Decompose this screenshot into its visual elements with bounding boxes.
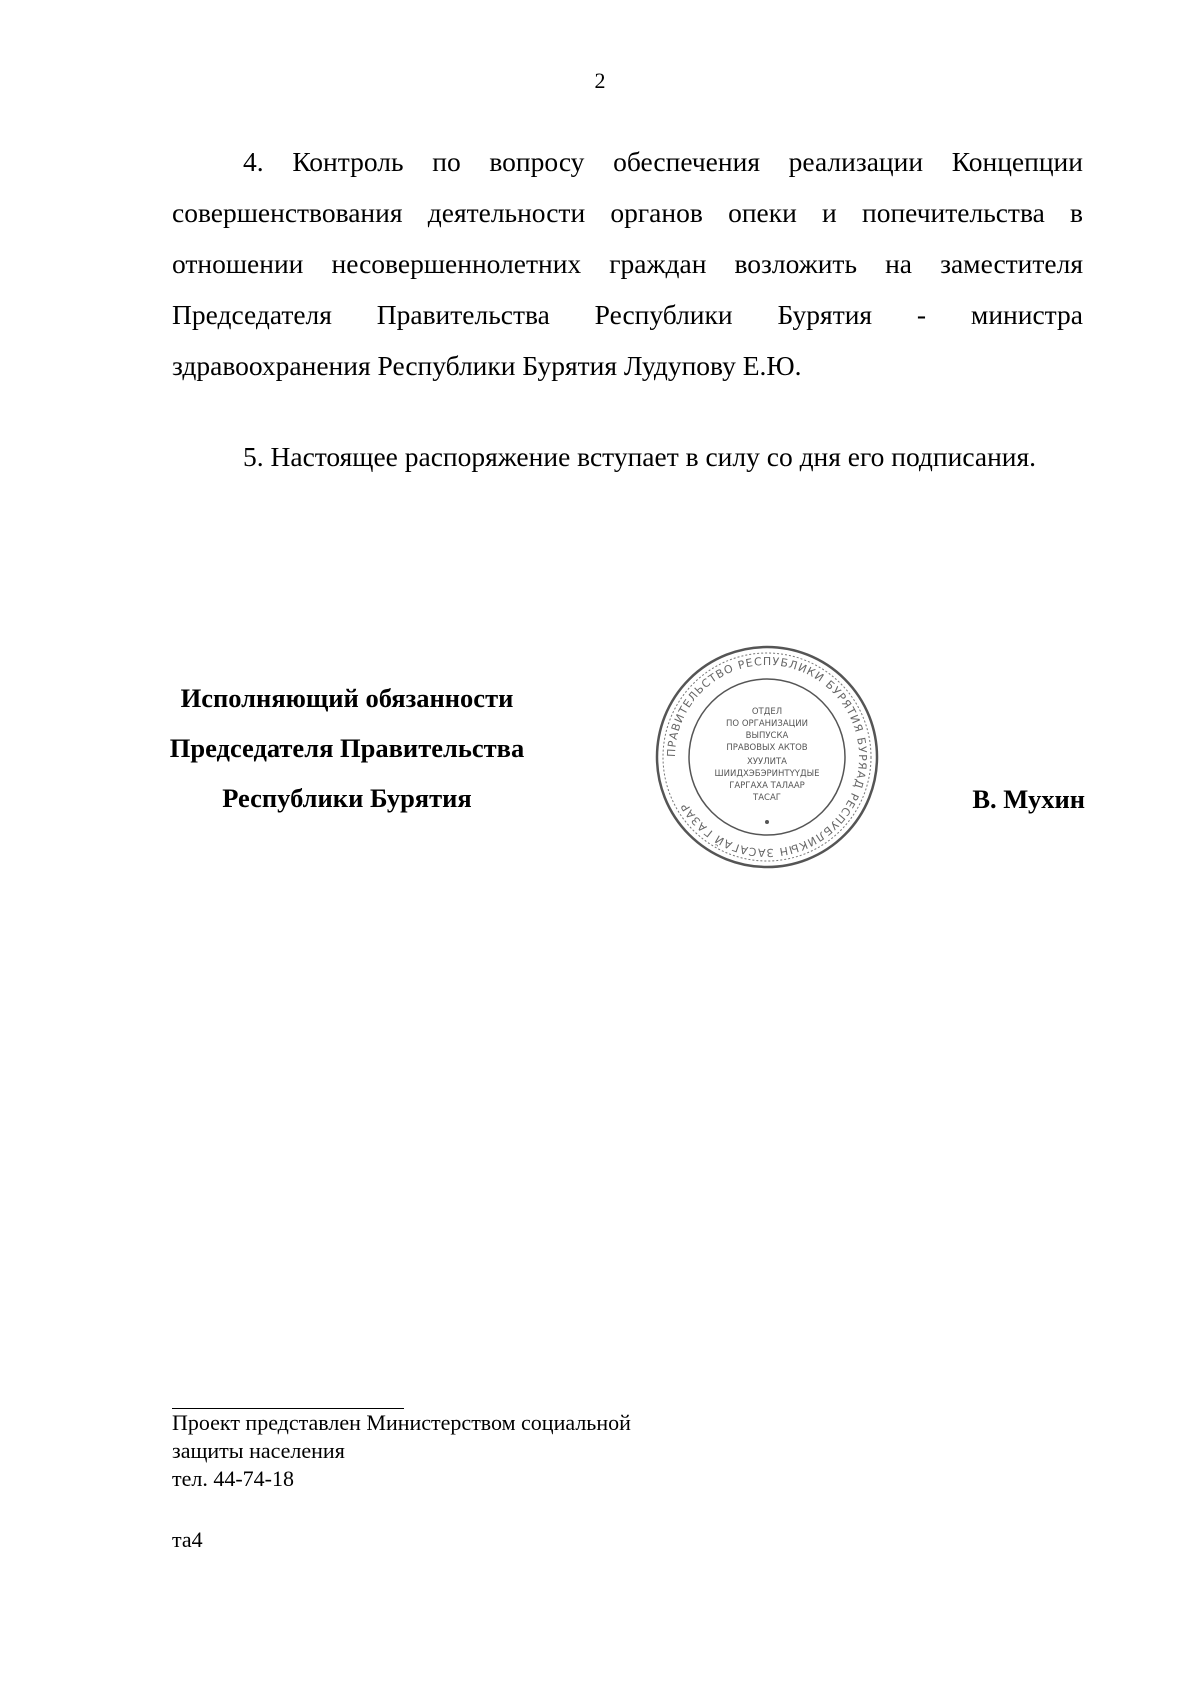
seal-line-1: ОТДЕЛ <box>751 707 783 717</box>
signer-name: В. Мухин <box>972 784 1085 814</box>
signer-title <box>152 673 542 823</box>
paragraph-4: 4. Контроль по вопросу обеспечения реализации Концепции совершенствования деятельности органов опеки и попечительства в отношении несовершеннолетних граждан возложить на заместителя Председателя Правительства Республики Бурятия - министра здравоохранения Республики Бурятия Лудупову Е.Ю. <box>172 146 1083 381</box>
footnote-line-1: Проект представлен Министерством социальной <box>172 1410 631 1435</box>
seal-outer-text: ПРАВИТЕЛЬСТВО РЕСПУБЛИКИ БУРЯТИЯ БУРЯАД РЕСПУБЛИКЫН ЗАСАГАЙ ГАЗАР <box>664 654 870 860</box>
document-code: та4 <box>172 1527 203 1552</box>
seal-line-5: ХУУЛИТА <box>747 757 787 767</box>
seal-line-3: ВЫПУСКА <box>745 731 789 741</box>
seal-line-4: ПРАВОВЫХ АКТОВ <box>726 743 808 753</box>
footnote-line-3: тел. 44-74-18 <box>172 1466 295 1491</box>
signer-title-line-1: Исполняющий обязанности <box>180 683 514 713</box>
footnote <box>172 1409 772 1493</box>
footnote-line-2: защиты населения <box>172 1438 345 1463</box>
signer-title-line-2: Председателя Правительства <box>169 733 525 763</box>
seal-line-7: ГАРГАХА ТАЛААР <box>729 781 805 791</box>
paragraph-5: 5. Настоящее распоряжение вступает в силу со дня его подписания. <box>243 441 1037 472</box>
seal-line-6: ШИИДХЭБЭРИНТҮҮДЫЕ <box>714 769 820 779</box>
signer-title-line-3: Республики Бурятия <box>222 783 472 813</box>
seal-line-8: ТАСАГ <box>753 793 781 803</box>
seal-line-2: ПО ОРГАНИЗАЦИИ <box>726 719 808 729</box>
page-number: 2 <box>594 68 606 93</box>
official-seal-stamp <box>652 642 882 872</box>
